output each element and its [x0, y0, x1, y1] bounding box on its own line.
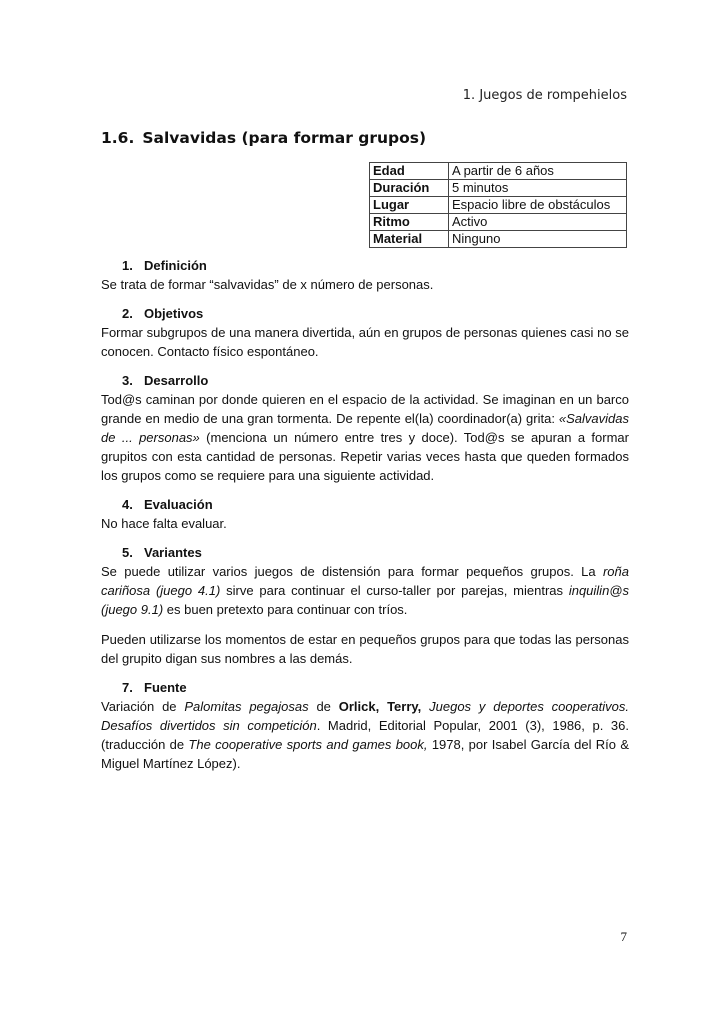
table-row — [370, 180, 627, 197]
desarrollo-text: Tod@s caminan por donde quieren en el espacio de la actividad. Se imaginan en un barco grande en medio de una gran tormenta. De repente el(la) coordinador(a) grita: «Salvavidas de ... personas» (menciona un número entre tres y doce). Tod@s se apuran a formar grupitos con esta cantidad de personas. Repetir varias veces hasta que queden formados los grupos como se requiere para una siguiente actividad. — [101, 392, 629, 483]
activity-info-table — [369, 162, 627, 248]
subsection-heading-definicion: 1. Definición — [122, 258, 207, 273]
info-key: Duración — [370, 180, 449, 197]
table-row — [370, 214, 627, 231]
info-key: Lugar — [370, 197, 449, 214]
info-key: Material — [370, 231, 449, 248]
table-row — [370, 231, 627, 248]
info-key: Ritmo — [370, 214, 449, 231]
info-value: Ninguno — [449, 231, 627, 248]
evaluacion-text: No hace falta evaluar. — [101, 516, 227, 531]
subsection-heading-desarrollo: 3. Desarrollo — [122, 373, 209, 388]
variantes-text: Se puede utilizar varios juegos de distensión para formar pequeños grupos. La roña cariñosa (juego 4.1) sirve para continuar el curso-taller por parejas, mientras inquilin@s (juego 9.1) es buen pretexto para continuar con tríos. — [101, 564, 629, 617]
subsection-heading-variantes: 5. Variantes — [122, 545, 202, 560]
page-number: 7 — [620, 929, 627, 944]
subsection-heading-fuente: 7. Fuente — [122, 680, 187, 695]
book-title: Juegos y deportes cooperativos. Desafíos divertidos sin competición — [101, 699, 629, 733]
game-call-phrase: «Salvavidas de ... personas» — [101, 411, 629, 445]
game-reference: roña cariñosa (juego 4.1) — [101, 564, 629, 598]
info-value: Espacio libre de obstáculos — [449, 197, 627, 214]
subsection-heading-evaluacion: 4. Evaluación — [122, 497, 213, 512]
original-book-title: The cooperative sports and games book, — [188, 737, 428, 752]
info-key: Edad — [370, 163, 449, 180]
variantes-text-2: Pueden utilizarse los momentos de estar en pequeños grupos para que todas las personas del grupito digan sus nombres a las demás. — [101, 632, 629, 666]
running-header: 1. Juegos de rompehielos — [462, 88, 627, 103]
table-row — [370, 163, 627, 180]
game-reference: inquilin@s (juego 9.1) — [101, 583, 629, 617]
section-heading — [101, 129, 426, 147]
section-number: 1.6. — [101, 129, 135, 147]
author-name: Orlick, Terry, — [338, 699, 422, 714]
definicion-text: Se trata de formar “salvavidas” de x número de personas. — [101, 277, 434, 292]
document-body — [101, 256, 629, 773]
table-row — [370, 197, 627, 214]
subsection-heading-objetivos: 2. Objetivos — [122, 306, 204, 321]
info-value: Activo — [449, 214, 627, 231]
fuente-text: Variación de Palomitas pegajosas de Orlick, Terry, Juegos y deportes cooperativos. Desafíos divertidos sin competición. Madrid, Editorial Popular, 2001 (3), 1986, p. 36. (traducción de The cooperative sports and games book, 1978, por Isabel García del Río & Miguel Martínez López). — [101, 699, 629, 771]
info-value: 5 minutos — [449, 180, 627, 197]
objetivos-text: Formar subgrupos de una manera divertida, aún en grupos de personas quienes casi no se conocen. Contacto físico espontáneo. — [101, 325, 629, 359]
section-title: Salvavidas (para formar grupos) — [142, 129, 427, 147]
info-value: A partir de 6 años — [449, 163, 627, 180]
